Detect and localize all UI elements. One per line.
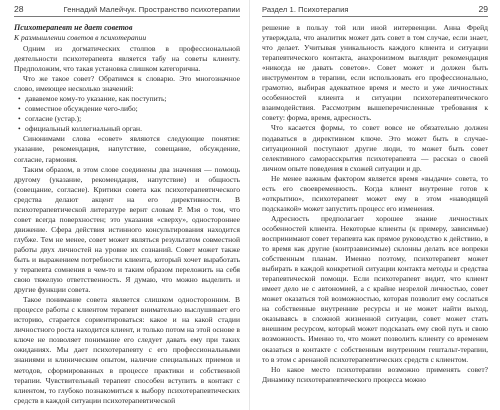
bullet-icon: • <box>18 124 21 134</box>
paragraph: Не менее важным фактором является время «выдачи» совета, то есть его своевременность. Когда клиент внутренне готов к «открытию», психотерапевт может ему в этом «наводящей подсказкой» может запустить процесс его изменения. <box>262 173 488 213</box>
section-title: Психотерапевт не дает советов <box>14 23 133 32</box>
paragraph: Одним из догматических столпов в профессиональной деятельности психотерапевта является табу на советы клиенту. Предположим, что такая установка слишком категорична. <box>14 44 240 74</box>
list-item-text: совместное обсуждение чего-либо; <box>25 104 138 114</box>
paragraph: Адресность предполагает хорошее знание личностных особенностей клиента. Некоторые клиенты (к примеру, зависимые) воспринимают совет терапевта как прямое руководство к действию, в то время как другие (контрзависимые) склонны делать все вопреки собственным планам. Именно поэтому, психотерапевт может выбирать в каждой конкретной ситуации контакта методы и средства терапевтической помощи. Если психотерапевт видит, что клиент имеет дело не с автономией, а с крайне незрелой личностью, совет может оказаться той возможностью, которая позволит ему сослаться на собственные внутренние ресурсы и не может найти выход, оказываясь в сложной жизненной ситуации, совет может стать внешним ресурсом, который может подсказать ему свой путь и свою возможность. Именно то, что может позволить клиенту со временем оказаться в контакте с собственным внутренним гештальт-терапии, то в этом с аренаной психотерапевтических средств с клиентом. <box>262 213 488 364</box>
paragraph: Но какое место психотерапии возможно применять совет? Динамику психотерапевтического процесса можно <box>262 364 488 384</box>
left-page-number: 28 <box>14 4 24 14</box>
dictionary-list <box>14 94 240 134</box>
list-item-text: согласие (устар.); <box>25 114 82 124</box>
list-item <box>14 124 240 134</box>
list-item <box>14 94 240 104</box>
bullet-icon: • <box>18 104 21 114</box>
left-page-header <box>14 4 240 17</box>
section-subtitle: К размышлении советов в психотерапии <box>14 33 147 42</box>
right-page <box>250 0 500 410</box>
paragraph: Таким образом, в этом слове соединены два значения — помощь другому (указание, рекомендация, напутствие) и общность (совещание, согласие). Критики совета как психотерапевтического средства делают акцент на его директивности. В психотерапевтической литературе вернт словам Р. Мэя о том, что совет всегда поверхностен; это указания «сверху», одностороннее движение. Сфера действия истинного консультирования находится глубже. Тем не менее, совет может являться результатом совместной работы двух личностей на уровне их сознаний. Совет может также быть и выражением потребности клиента, который хочет выработать у терапевта сомнения в чем-то и таким образом переложить на себя свою тяжелую ответственность. Я думаю, что можно выделить и другие функции совета. <box>14 164 240 295</box>
bullet-icon: • <box>18 114 21 124</box>
paragraph: Синонимами слова «совет» являются следующие понятия: указание, рекомендация, напутствие, совещание, обсуждение, согласие, гармония. <box>14 134 240 164</box>
left-running-head: Геннадий Малейчук. Пространство психотерапии <box>63 5 240 14</box>
right-running-head: Раздел 1. Психотерапия <box>262 5 349 14</box>
paragraph: Что же такое совет? Обратимся к словарю. Это многозначное слово, имеющее несколько значений: <box>14 74 240 94</box>
right-page-number: 29 <box>478 4 488 14</box>
list-item-text: дававемое кому-то указание, как поступить; <box>25 94 167 104</box>
list-item <box>14 114 240 124</box>
bullet-icon: • <box>18 94 21 104</box>
paragraph: Что касается формы, то совет вовсе не обязательно должен подаваться в директивном ключе. Это может быть в случае-ситуационной поступают другие люди, то может быть совет селективного саморасскрытия психотерапевта — рассказ о своей личном опыте поведения в схожей ситуации и др. <box>262 123 488 173</box>
list-item <box>14 104 240 114</box>
paragraph: решение в пользу той или иной интервенции. Анна Фрейд утверждала, что аналитик может дать совет в том случае, если знает, что делает. Учитывая уникальность каждого клиента и ситуации терапевтического контакта, анахронизмом выглядит рекомендация «никогда не давать советов». Совет может и должен быть инструментом в терапии, если использовать его профессионально, грамотно, выбирая адекватное время и место и уже личностных особенностей клиента и ситуации психотерапевтического взаимодействия. Рассмотрим вышеперечисленные требования к совету: форма, время, адресность. <box>262 23 488 123</box>
list-item-text: официальный коллегиальный орган. <box>25 124 142 134</box>
right-page-header <box>262 4 488 17</box>
paragraph: Такое понимание совета является слишком односторонним. В процессе работы с клиентом терапевт внимательно выслушивает его историю, старается сориентироваться: какое и на какой стадии личностного роста находится клиент, и только потом на этой основе в ключе не позволяет понимание его следует давать ему при таких ожиданиях. Мы дает психотерапевту с его профессиональными знаниями и клиническим опытом, наличие специальных приемов и методов, сформированных в процессе практики и собственной терапии. Чувствительный терапевт способен вступить в контакт с клиентом, то глубоко познакомиться к выбору психотерапевтических средств в каждой ситуации психотерапевтической <box>14 295 240 405</box>
